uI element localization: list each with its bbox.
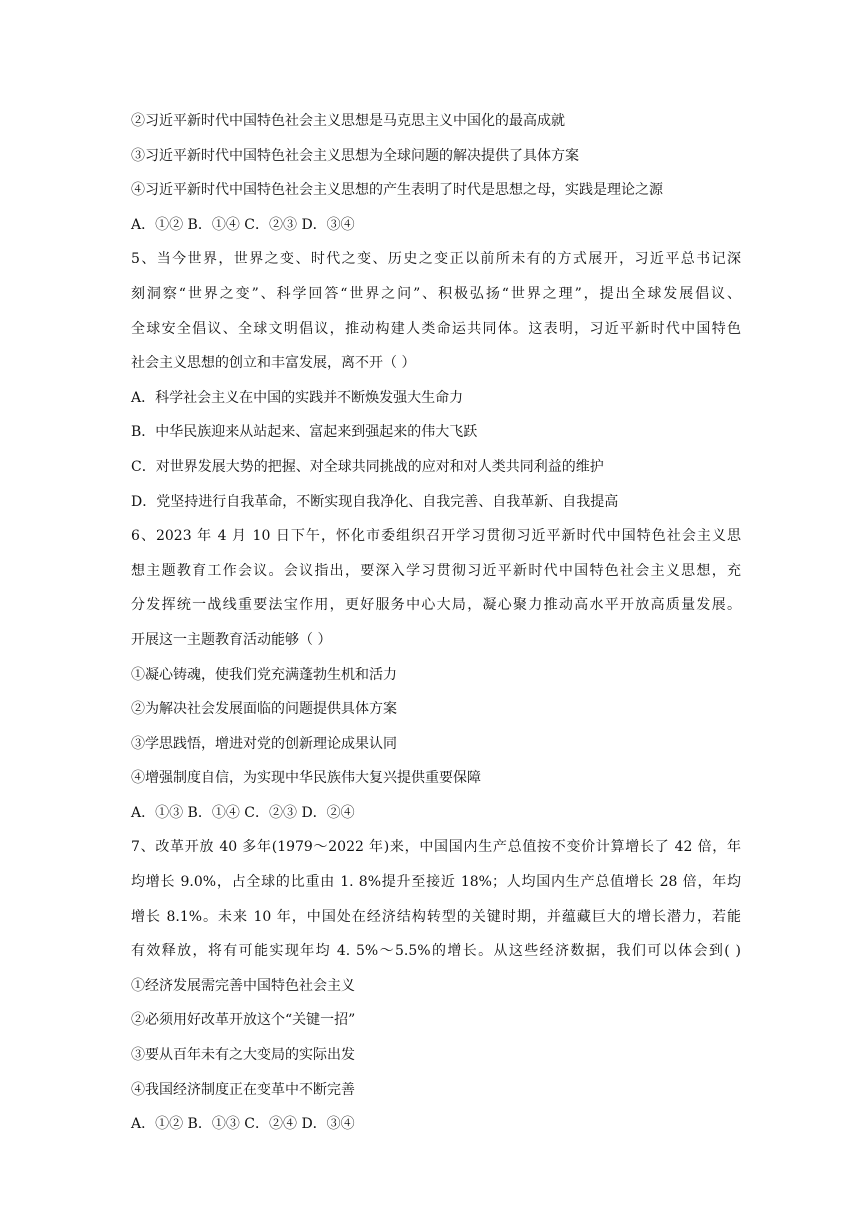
option-statement-q7-1: ①经济发展需完善中国特色社会主义: [131, 977, 355, 994]
question-6-line-2: 想主题教育工作会议。会议指出，要深入学习贯彻习近平新时代中国特色社会主义思想，充: [131, 562, 741, 579]
option-statement-q6-2: ②为解决社会发展面临的问题提供具体方案: [131, 701, 397, 718]
question-7-line-1: 7、改革开放 40 多年(1979～2022 年)来，中国国内生产总值按不变价计算增长了 42 倍，年: [131, 839, 741, 856]
option-statement-q7-3: ③要从百年未有之大变局的实际出发: [131, 1047, 355, 1064]
option-statement-3: ③习近平新时代中国特色社会主义思想为全球问题的解决提供了具体方案: [131, 147, 579, 164]
answer-choice-q5-b: B．中华民族迎来从站起来、富起来到强起来的伟大飞跃: [131, 424, 478, 441]
answer-choices-q6: A．①③ B．①④ C．②③ D．②④: [131, 804, 355, 821]
question-6-line-4: 开展这一主题教育活动能够（ ）: [131, 631, 332, 648]
answer-choice-q5-c: C．对世界发展大势的把握、对全球共同挑战的应对和对人类共同利益的维护: [131, 458, 604, 475]
answer-choice-q5-d: D．党坚持进行自我革命，不断实现自我净化、自我完善、自我革新、自我提高: [131, 493, 619, 510]
option-statement-q6-3: ③学思践悟，增进对党的创新理论成果认同: [131, 735, 397, 752]
answer-choices-q4: A．①② B．①④ C．②③ D．③④: [131, 216, 355, 233]
option-statement-q7-4: ④我国经济制度正在变革中不断完善: [131, 1081, 355, 1098]
question-7-line-2: 均增长 9.0%，占全球的比重由 1. 8%提升至接近 18%；人均国内生产总值增长 28 倍，年均: [131, 874, 741, 891]
question-6-line-1: 6、2023 年 4 月 10 日下午，怀化市委组织召开学习贯彻习近平新时代中国特色社会主义思: [131, 528, 741, 545]
option-statement-2: ②习近平新时代中国特色社会主义思想是马克思主义中国化的最高成就: [131, 113, 565, 129]
option-statement-q7-2: ②必须用好改革开放这个“关键一招”: [131, 1012, 356, 1029]
option-statement-4: ④习近平新时代中国特色社会主义思想的产生表明了时代是思想之母，实践是理论之源: [131, 182, 663, 199]
question-6-line-3: 分发挥统一战线重要法宝作用，更好服务中心大局，凝心聚力推动高水平开放高质量发展。: [131, 597, 741, 614]
question-5-line-2: 刻洞察“世界之变”、科学回答“世界之问”、积极弘扬“世界之理”，提出全球发展倡议、: [131, 285, 741, 302]
answer-choices-q7: A．①② B．①③ C．②④ D．③④: [131, 1116, 355, 1133]
option-statement-q6-4: ④增强制度自信，为实现中华民族伟大复兴提供重要保障: [131, 770, 481, 787]
question-7-line-3: 增长 8.1%。未来 10 年，中国处在经济结构转型的关键时期，并蕴藏巨大的增长潜力，若能: [131, 908, 741, 925]
question-5-line-4: 社会主义思想的创立和丰富发展，离不开（ ）: [131, 355, 416, 372]
question-5-line-3: 全球安全倡议、全球文明倡议，推动构建人类命运共同体。这表明，习近平新时代中国特色: [131, 320, 741, 337]
answer-choice-q5-a: A．科学社会主义在中国的实践并不断焕发强大生命力: [131, 389, 464, 406]
question-7-line-4: 有效释放，将有可能实现年均 4. 5%～5.5%的增长。从这些经济数据，我们可以体会到( ): [131, 943, 741, 960]
option-statement-q6-1: ①凝心铸魂，使我们党充满蓬勃生机和活力: [131, 666, 397, 683]
question-5-line-1: 5、当今世界，世界之变、时代之变、历史之变正以前所未有的方式展开，习近平总书记深: [131, 251, 741, 268]
question-text-block: [131, 104, 741, 1142]
